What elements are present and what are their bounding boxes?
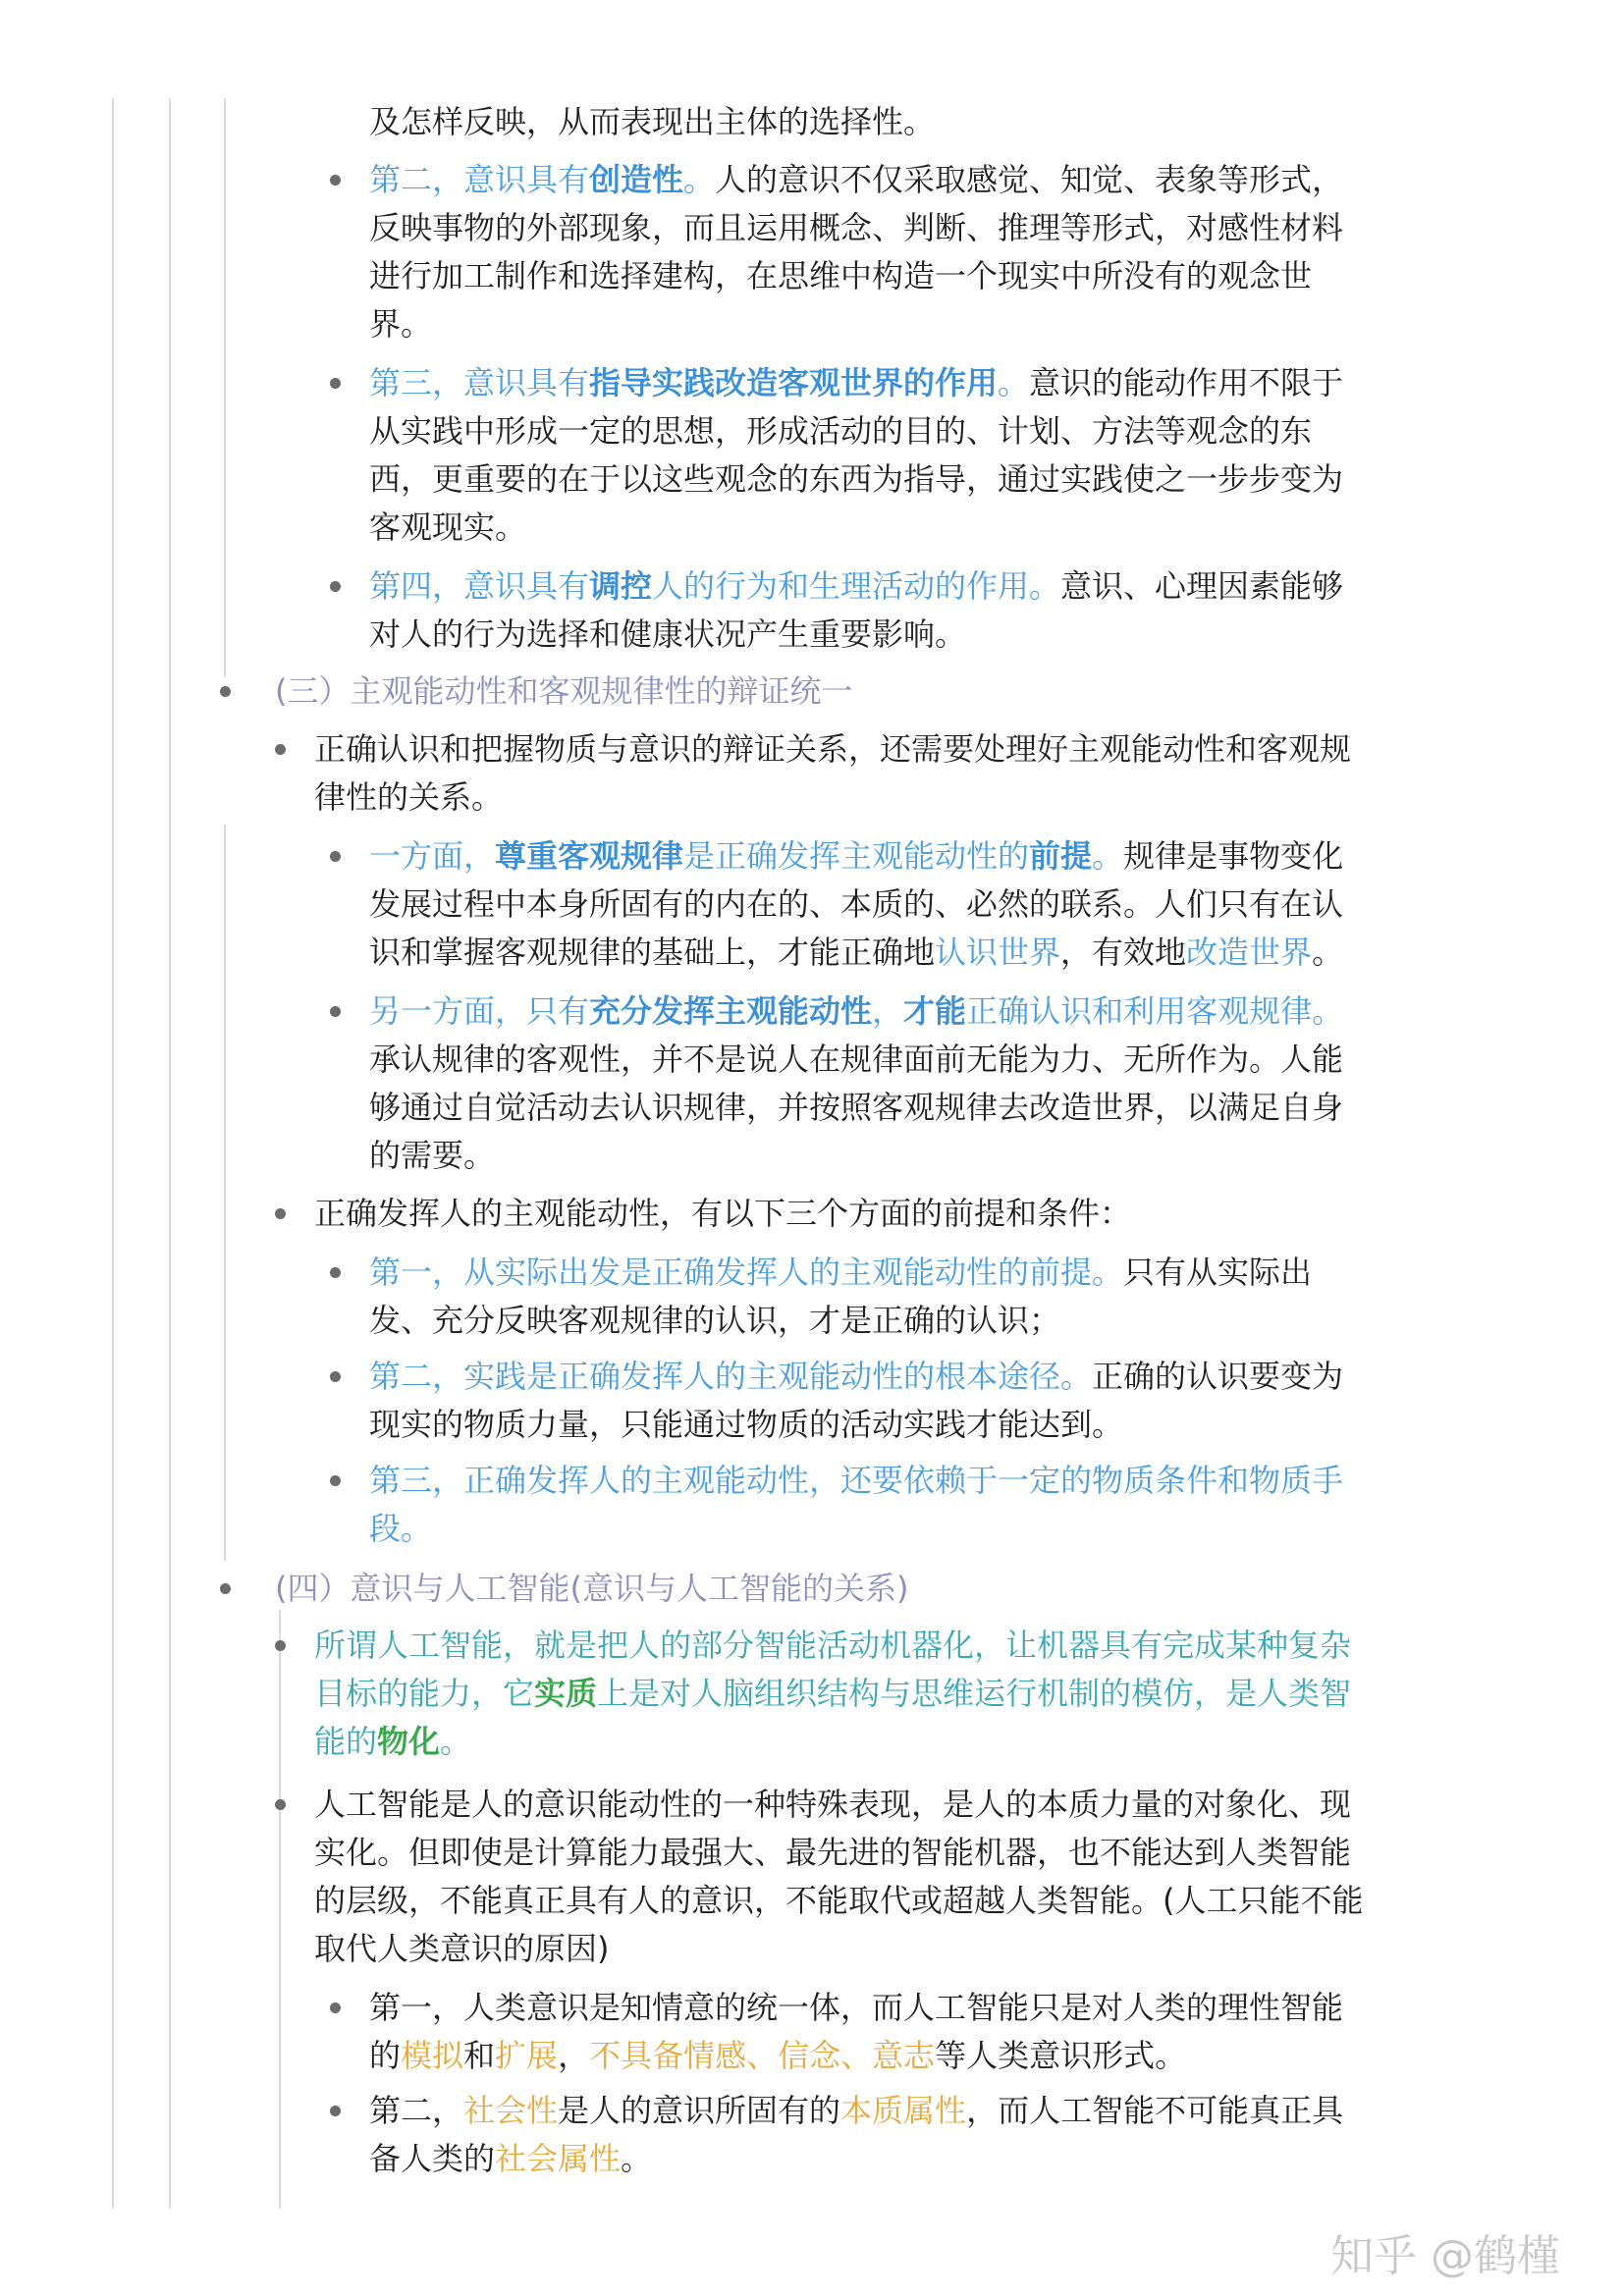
text-line (369, 455, 1343, 504)
text-run: 进行加工制作和选择建构，在思维中构造一个现实中所没有的观念世 (369, 257, 1313, 294)
text-line (369, 1084, 1343, 1132)
bullet-dot (275, 1799, 286, 1810)
text-run: 的层级，不能真正具有人的意识，不能取代或超越人类智能。(人工只能不能 (314, 1882, 1364, 1919)
bullet-dot (330, 1267, 341, 1278)
text-run: 律性的关系。 (314, 778, 504, 816)
text-line (369, 832, 1343, 881)
text-line (369, 1036, 1343, 1084)
bullet-dot (330, 378, 341, 389)
text-run: 规律是事物变化 (1123, 837, 1344, 875)
text-run: 是正确发挥主观能动性的 (683, 837, 1030, 875)
list-item (369, 562, 1343, 659)
text-run: 实化。但即使是计算能力最强大、最先进的智能机器，也不能达到人类智能 (314, 1834, 1352, 1871)
list-item (369, 1457, 1343, 1553)
list-item (314, 1190, 1131, 1238)
text-run: 正确认识和把握物质与意识的辩证关系，还需要处理好主观能动性和客观规 (314, 730, 1352, 768)
list-item (369, 1249, 1312, 1345)
text-line (314, 1781, 1364, 1829)
text-run: 模拟 (401, 2037, 464, 2074)
text-line (314, 1829, 1364, 1877)
bullet-dot (330, 1006, 341, 1017)
list-item (369, 832, 1343, 977)
text-run: 实质 (534, 1675, 598, 1712)
text-run: 。 (683, 161, 716, 198)
text-run: 意识、心理因素能够 (1060, 567, 1344, 605)
text-line (314, 1925, 1364, 1973)
indent-guide-4 (224, 825, 226, 1561)
text-run: 客观现实。 (369, 508, 527, 546)
text-line (314, 1718, 1351, 1766)
text-line (314, 725, 1351, 774)
list-item (369, 2087, 1343, 2183)
text-line (369, 1249, 1312, 1297)
list-item (369, 156, 1343, 348)
text-run: 是人的意识所固有的 (558, 2092, 841, 2129)
bullet-dot (330, 175, 341, 186)
text-line (369, 881, 1343, 929)
text-run: 扩展 (495, 2037, 559, 2074)
text-run: 。 (440, 1723, 472, 1760)
text-line (369, 504, 1343, 552)
text-run: 够通过自觉活动去认识规律，并按照客观规律去改造世界，以满足自身 (369, 1089, 1344, 1126)
text-run: ，而人工智能不可能真正具 (966, 2092, 1344, 2129)
text-line (314, 1622, 1351, 1670)
text-run: ，有效地 (1060, 934, 1187, 971)
text-line (369, 1984, 1343, 2032)
text-run: 人工智能是人的意识能动性的一种特殊表现，是人的本质力量的对象化、现 (314, 1786, 1352, 1823)
text-line (369, 611, 1343, 659)
text-run: 充分发挥主观能动性 (589, 992, 873, 1030)
text-run: 。 (1312, 934, 1344, 971)
text-run: 正确的认识要变为 (1092, 1358, 1344, 1395)
list-item (275, 1565, 908, 1613)
text-run: 所谓人工智能，就是把人的部分智能活动机器化，让机器具有完成某种复杂 (314, 1627, 1352, 1664)
text-run: 发展过程中本身所固有的内在的、本质的、必然的联系。人们只有在认 (369, 885, 1344, 923)
text-run: 反映事物的外部现象，而且运用概念、判断、推理等形式，对感性材料 (369, 209, 1344, 246)
text-run: 尊重客观规律 (495, 837, 684, 875)
text-line (369, 1353, 1343, 1401)
text-run: 物化 (377, 1723, 441, 1760)
bullet-dot (330, 2106, 341, 2116)
text-run: 另一方面，只有 (369, 992, 590, 1030)
text-run: 识和掌握客观规律的基础上，才能正确地 (369, 934, 936, 971)
text-run: 。 (621, 2140, 653, 2177)
text-line (369, 1401, 1343, 1449)
text-line (314, 1877, 1364, 1925)
text-run: 指导实践改造客观世界的作用 (589, 364, 999, 401)
list-item (369, 988, 1343, 1180)
text-line (369, 1457, 1343, 1505)
text-run: 本质属性 (840, 2092, 967, 2129)
text-line (369, 2135, 1343, 2183)
text-line (369, 562, 1343, 611)
text-run: (四）意识与人工智能(意识与人工智能的关系) (275, 1570, 909, 1607)
text-run: 前提 (1029, 837, 1093, 875)
bullet-dot (275, 1640, 286, 1651)
bullet-dot (275, 1208, 286, 1219)
text-run: (三）主观能动性和客观规律性的辩证统一 (275, 672, 853, 710)
list-item (275, 667, 853, 716)
text-run: 调控 (589, 567, 653, 605)
text-run: 第二，实践是正确发挥人的主观能动性的根本途径。 (369, 1358, 1093, 1395)
text-run: 创造性 (589, 161, 684, 198)
text-run: ， (558, 2037, 590, 2074)
text-run: 上是对人脑组织结构与思维运行机制的模仿，是人类智 (597, 1675, 1352, 1712)
text-line (369, 204, 1343, 252)
text-run: 西，更重要的在于以这些观念的东西为指导，通过实践使之一步步变为 (369, 460, 1344, 498)
indent-guide-2 (169, 98, 171, 2209)
bullet-dot (330, 581, 341, 592)
text-run: 承认规律的客观性，并不是说人在规律面前无能为力、无所作为。人能 (369, 1041, 1344, 1078)
bullet-dot (275, 744, 286, 755)
indent-guide-3 (224, 98, 226, 677)
text-line (369, 156, 1343, 204)
list-item (314, 725, 1351, 822)
list-item (369, 98, 935, 146)
text-run: 第一，人类意识是知情意的统一体，而人工智能只是对人类的理性智能 (369, 1989, 1344, 2026)
text-run: 正确发挥人的主观能动性，有以下三个方面的前提和条件： (314, 1195, 1132, 1232)
bullet-dot (330, 2002, 341, 2013)
text-line (275, 1565, 908, 1613)
text-line (275, 667, 853, 716)
bullet-dot (220, 686, 231, 697)
text-line (369, 252, 1343, 300)
text-line (369, 407, 1343, 455)
text-run: 正确认识和利用客观规律。 (966, 992, 1344, 1030)
bullet-dot (330, 851, 341, 862)
text-run: 对人的行为选择和健康状况产生重要影响。 (369, 615, 967, 653)
text-run: 取代人类意识的原因) (314, 1930, 610, 1967)
text-line (369, 1505, 1343, 1553)
text-run: 不具备情感、信念、意志 (589, 2037, 936, 2074)
text-run: 第二，意识具有 (369, 161, 590, 198)
text-line (369, 359, 1343, 407)
bullet-dot (330, 1371, 341, 1382)
text-line (369, 300, 1343, 348)
text-run: 等人类意识形式。 (935, 2037, 1187, 2074)
indent-guide-5 (279, 1610, 281, 2209)
text-run: 人的行为和生理活动的作用。 (652, 567, 1061, 605)
text-run: 第三，正确发挥人的主观能动性，还要依赖于一定的物质条件和物质手 (369, 1462, 1344, 1499)
text-line (314, 1190, 1131, 1238)
text-run: 意识的能动作用不限于 (1029, 364, 1344, 401)
text-run: 第三，意识具有 (369, 364, 590, 401)
text-run: 一方面， (369, 837, 496, 875)
bullet-dot (220, 1583, 231, 1594)
text-run: 人的意识不仅采取感觉、知觉、表象等形式， (715, 161, 1344, 198)
text-run: 。 (998, 364, 1030, 401)
text-line (369, 1132, 1343, 1180)
text-run: 第一，从实际出发是正确发挥人的主观能动性的前提。 (369, 1254, 1124, 1291)
text-run: 备人类的 (369, 2140, 496, 2177)
list-item (314, 1622, 1351, 1766)
text-line (369, 2087, 1343, 2135)
bullet-dot (330, 1475, 341, 1486)
text-run: 发、充分反映客观规律的认识，才是正确的认识； (369, 1302, 1061, 1339)
text-run: 第四，意识具有 (369, 567, 590, 605)
text-run: 认识世界 (935, 934, 1061, 971)
list-item (369, 1353, 1343, 1449)
text-run: 和 (463, 2037, 496, 2074)
text-run: 只有从实际出 (1123, 1254, 1313, 1291)
text-line (369, 1297, 1312, 1345)
text-run: 现实的物质力量，只能通过物质的活动实践才能达到。 (369, 1406, 1124, 1443)
indent-guide-1 (112, 98, 114, 2209)
list-item (369, 1984, 1343, 2080)
text-line (369, 929, 1343, 977)
text-run: 改造世界 (1186, 934, 1313, 971)
text-run: 的 (369, 2037, 402, 2074)
text-line (369, 2032, 1343, 2080)
text-run: 的需要。 (369, 1137, 496, 1174)
text-run: 才能 (903, 992, 967, 1030)
text-line (369, 988, 1343, 1036)
list-item (314, 1781, 1364, 1973)
text-run: 及怎样反映，从而表现出主体的选择性。 (369, 103, 936, 140)
text-run: 社会属性 (495, 2140, 622, 2177)
text-run: 段。 (369, 1510, 433, 1547)
text-run: 。 (1092, 837, 1124, 875)
text-line (314, 774, 1351, 822)
text-run: 能的 (314, 1723, 378, 1760)
text-run: 界。 (369, 305, 433, 343)
text-run: 从实践中形成一定的思想，形成活动的目的、计划、方法等观念的东 (369, 412, 1313, 450)
list-item (369, 359, 1343, 552)
text-run: 第二， (369, 2092, 464, 2129)
text-line (369, 98, 935, 146)
text-run: 目标的能力，它 (314, 1675, 535, 1712)
text-run: 社会性 (463, 2092, 559, 2129)
watermark: 知乎 @鹤槿 (1330, 2231, 1560, 2281)
text-run: ， (872, 992, 904, 1030)
text-line (314, 1670, 1351, 1718)
